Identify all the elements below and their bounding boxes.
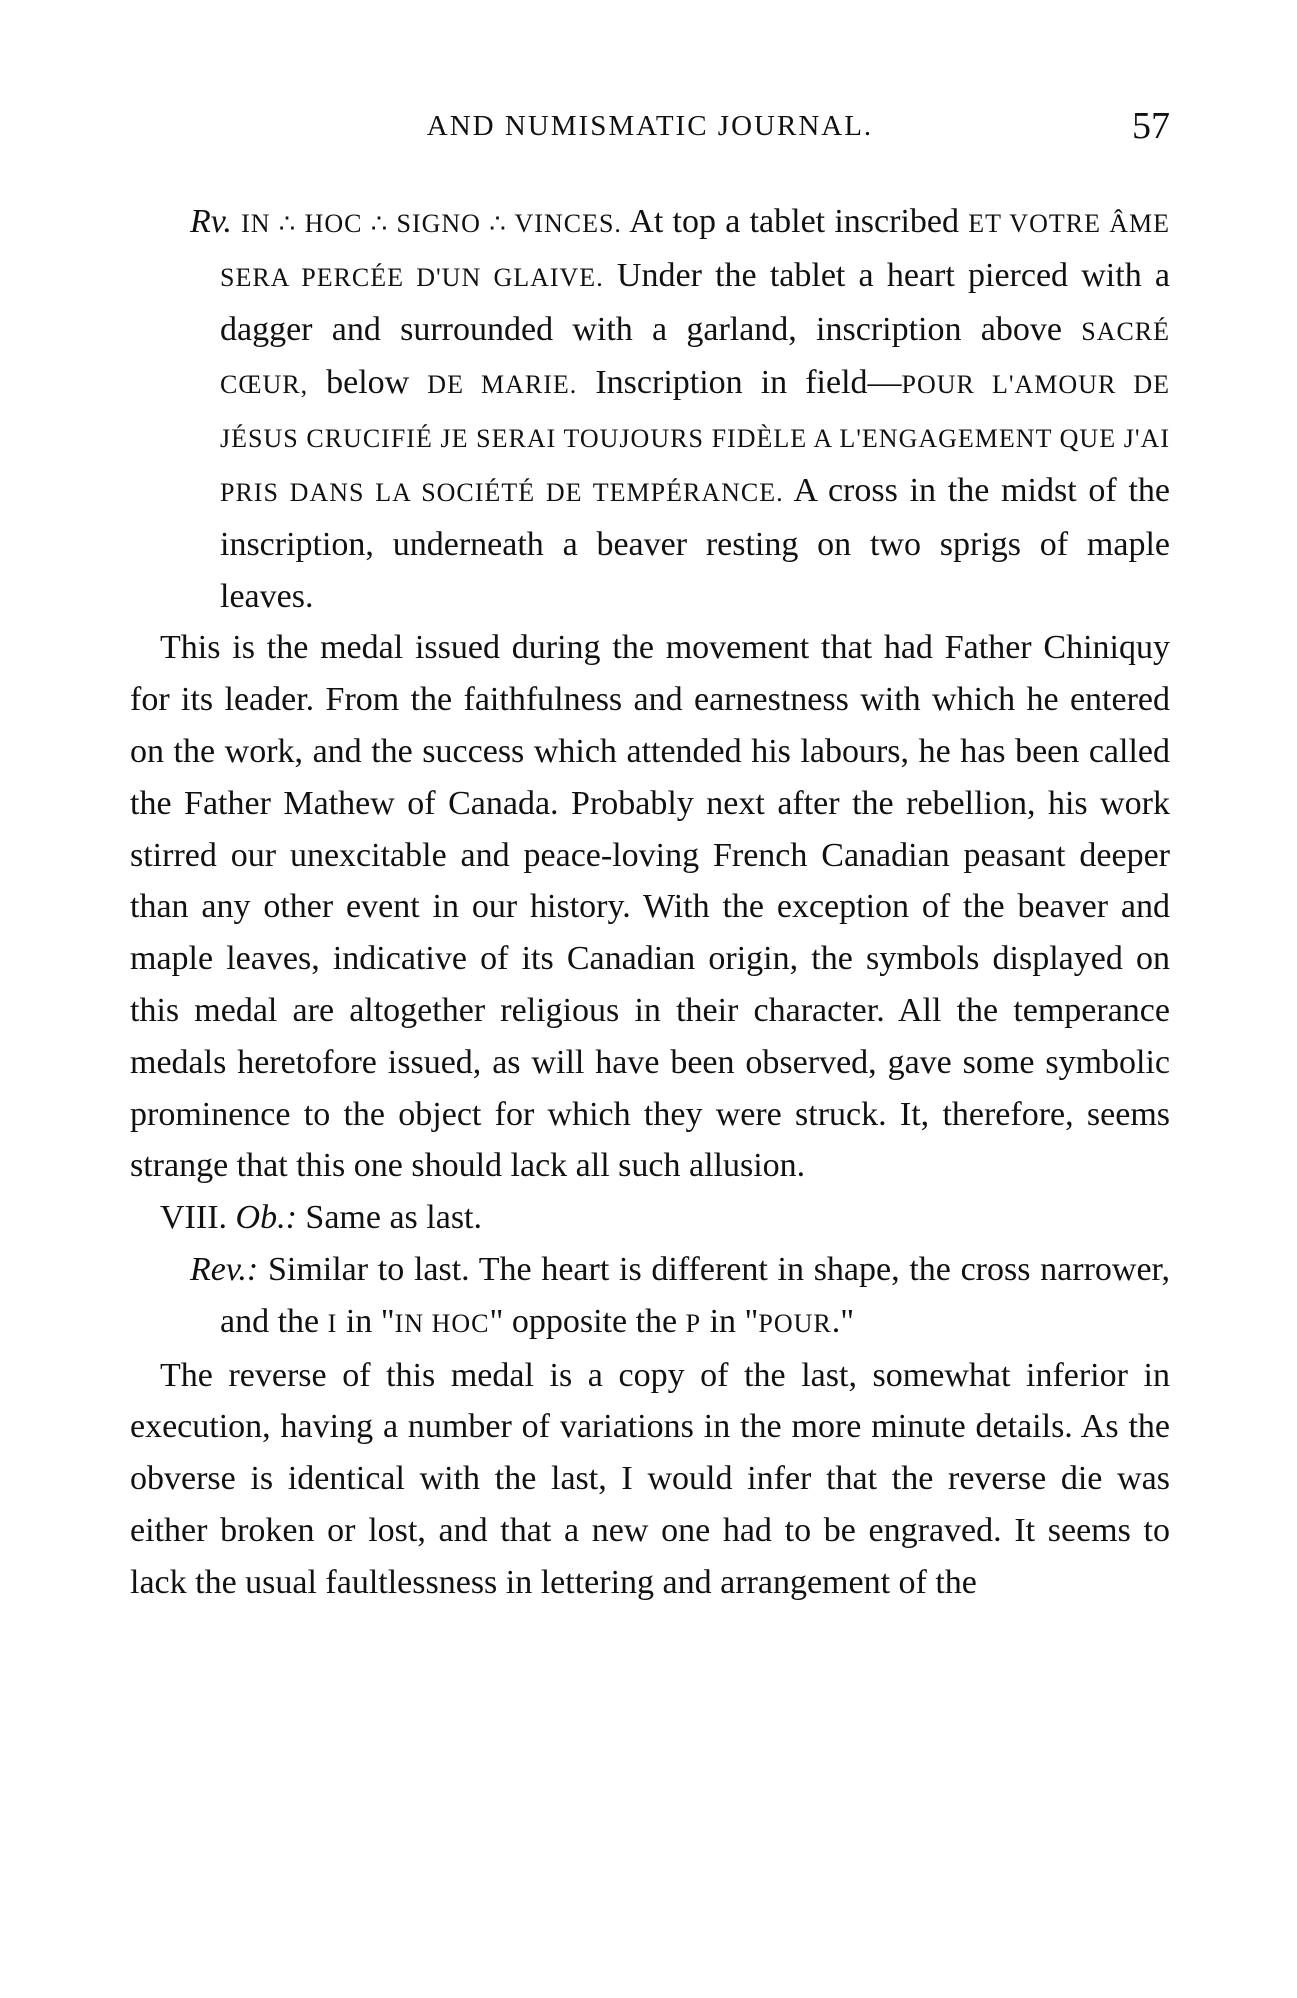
page-number: 57	[1132, 105, 1170, 147]
reverse-description	[130, 196, 1170, 622]
commentary-paragraph: This is the medal issued during the movement that had Father Chiniquy for its leader. From the faithfulness and earnestness with which he entered on the work, and the success which attended his labours, he has been called the Father Mathew of Canada. Probably next after the rebellion, his work stirred our unexcitable and peace-loving French Canadian peasant deeper than any other event in our history. With the exception of the beaver and maple leaves, indicative of its Canadian origin, the symbols displayed on this medal are altogether religious in their character. All the temperance medals heretofore issued, as will have been observed, gave some symbolic prominence to the object for which they were struck. It, therefore, seems strange that this one should lack all such allusion.	[130, 629, 1170, 1185]
pour: POUR	[758, 1308, 832, 1338]
letter-p: P	[685, 1308, 702, 1338]
reverse-text: Similar to last. The heart is different in shape, the cross narrower, and the	[220, 1250, 1170, 1340]
reverse-text: in "	[709, 1302, 759, 1340]
description-text: below	[326, 364, 410, 402]
tablet-inscription: ET VOTRE ÂME SERA PERCÉE D'UN GLAIVE.	[220, 209, 1170, 292]
description-text: Under the tablet a heart pierced with a dagger and surrounded with a garland, inscription above	[220, 256, 1170, 348]
description-text: Inscription in field—	[595, 364, 902, 402]
in-hoc: IN HOC	[394, 1308, 490, 1338]
reverse-text: ."	[831, 1302, 855, 1340]
legend: IN ∴ HOC ∴ SIGNO ∴ VINCES.	[241, 209, 622, 238]
field-inscription: POUR L'AMOUR DE JÉSUS CRUCIFIÉ JE SERAI TOUJOURS FIDÈLE A L'ENGAGEMENT QUE J'AI PRIS DANS LA SOCIÉTÉ DE TEMPÉRANCE.	[220, 370, 1171, 507]
letter-i: I	[327, 1308, 338, 1338]
body-text	[130, 196, 1170, 1609]
reverse-text: " opposite the	[489, 1302, 678, 1340]
description-text: At top a tablet inscribed	[629, 203, 959, 240]
reverse-label: Rev.:	[190, 1250, 259, 1288]
entry-number: VIII.	[160, 1199, 228, 1237]
commentary-paragraph: The reverse of this medal is a copy of the last, somewhat inferior in execution, having a number of variations in the more minute details. As the obverse is identical with the last, I would infer that the reverse die was either broken or lost, and that a new one had to be engraved. It seems to lack the usual faultlessness in lettering and arrangement of the	[130, 1356, 1170, 1601]
entry-viii-obverse	[130, 1192, 1170, 1244]
below-inscription: DE MARIE.	[427, 370, 578, 400]
reverse-label: Rv.	[190, 203, 232, 240]
entry-viii-reverse	[130, 1244, 1170, 1350]
obverse-label: Ob.:	[235, 1199, 297, 1237]
running-head: AND NUMISMATIC JOURNAL.	[426, 110, 874, 142]
obverse-text: Same as last.	[305, 1199, 482, 1237]
page-header	[130, 105, 1170, 156]
reverse-text: in "	[345, 1302, 395, 1340]
above-inscription: SACRÉ CŒUR,	[220, 316, 1171, 400]
book-page	[130, 105, 1171, 1970]
description-text: A cross in the midst of the inscription, underneath a beaver resting on two sprigs of maple leaves.	[220, 471, 1171, 615]
